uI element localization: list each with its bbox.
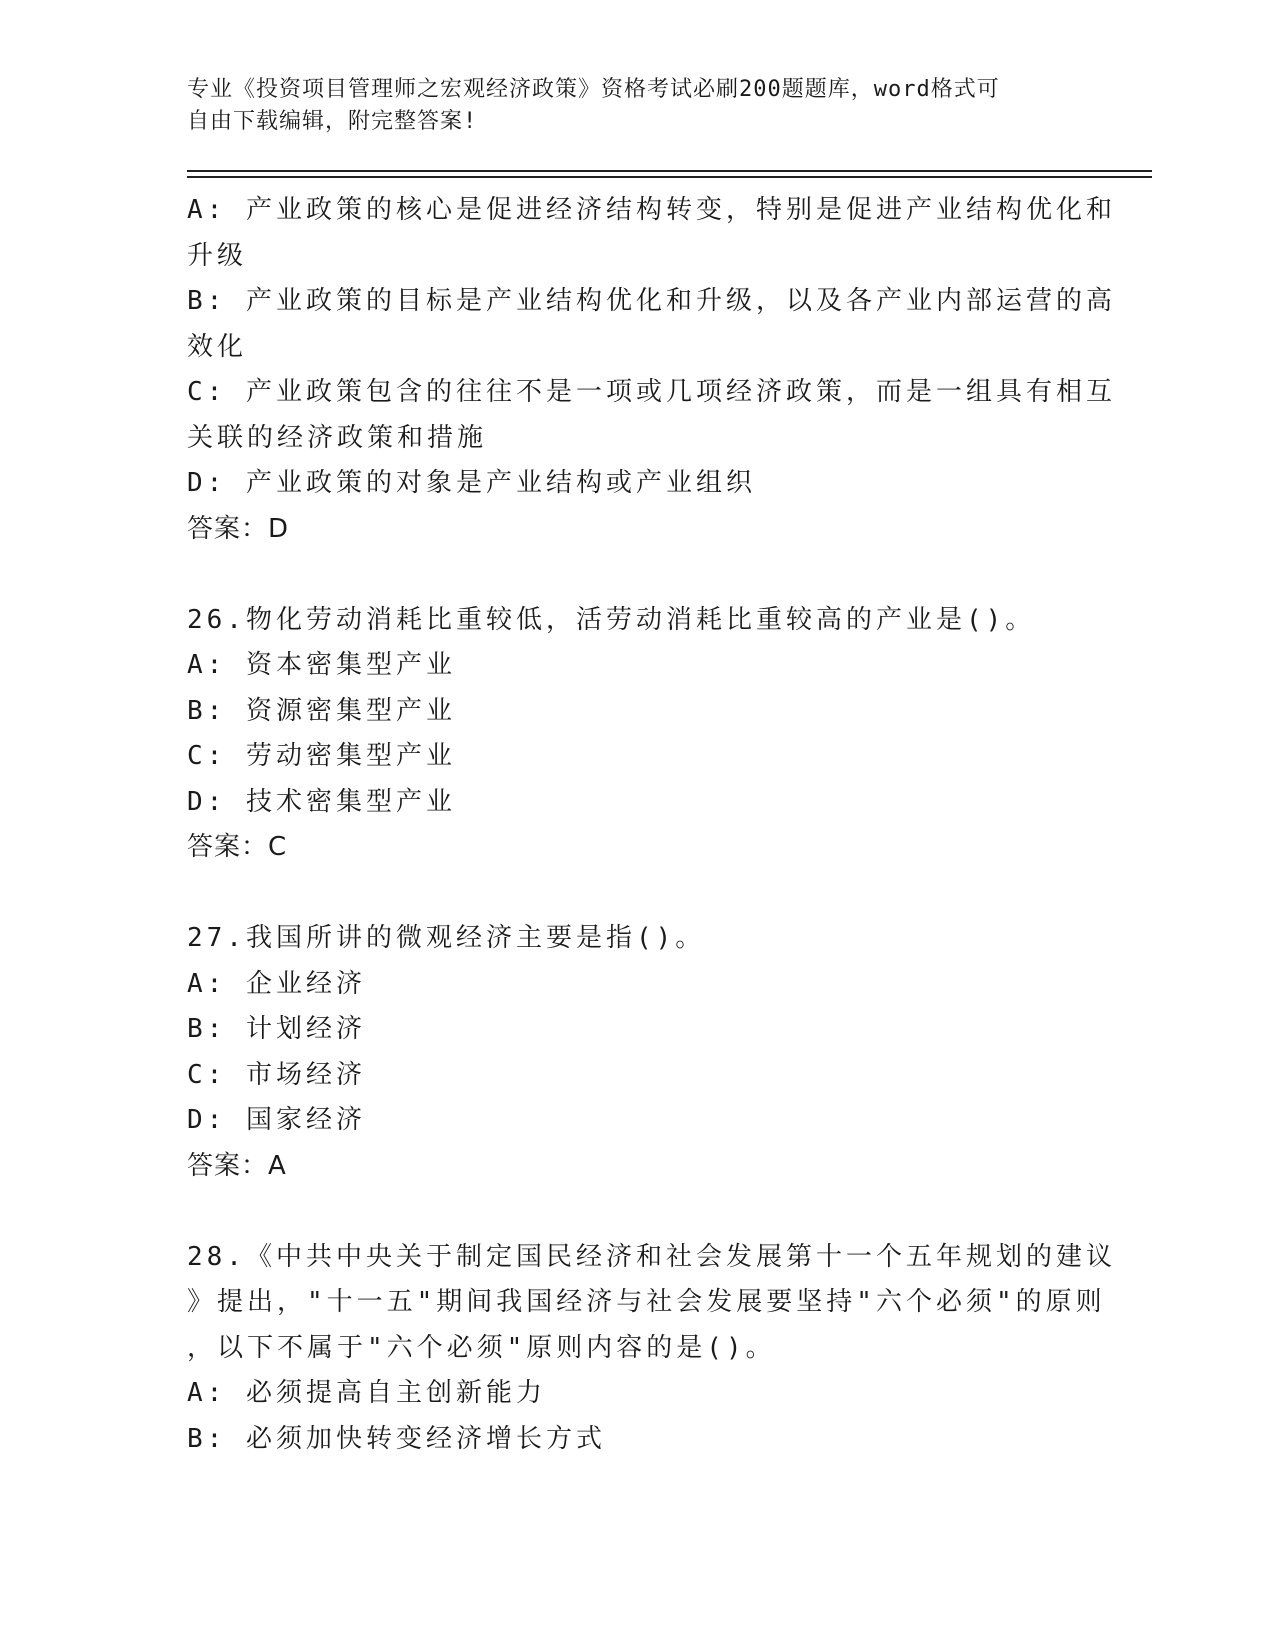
option-b: B: 计划经济: [187, 1014, 366, 1044]
question-28-text-line-1: 28.《中共中央关于制定国民经济和社会发展第十一个五年规划的建议: [187, 1241, 1116, 1272]
spacer: [187, 871, 1087, 917]
option-c: C: 劳动密集型产业: [187, 741, 456, 771]
option-d: D: 产业政策的对象是产业结构或产业组织: [187, 468, 756, 498]
option-a: A: 企业经济: [187, 968, 366, 999]
option-b: B: 必须加快转变经济增长方式: [187, 1423, 606, 1454]
question-27-text: 27.我国所讲的微观经济主要是指()。: [187, 923, 706, 953]
option-b-line-2: 效化: [187, 331, 248, 362]
answer-25: 答案：D: [187, 513, 290, 544]
question-28: [187, 1235, 1116, 1463]
option-c-line-1: C: 产业政策包含的往往不是一项或几项经济政策，而是一组具有相互: [187, 377, 1116, 407]
spacer: [187, 1189, 1087, 1235]
option-c: C: 市场经济: [187, 1059, 366, 1090]
option-b: B: 资源密集型产业: [187, 695, 456, 726]
header-line-1: 专业《投资项目管理师之宏观经济政策》资格考试必刷200题题库，word格式可: [187, 77, 1000, 102]
option-d: D: 国家经济: [187, 1105, 366, 1135]
question-28-text-line-3: ，以下不属于"六个必须"原则内容的是()。: [187, 1332, 776, 1363]
option-b-line-1: B: 产业政策的目标是产业结构优化和升级，以及各产业内部运营的高: [187, 286, 1116, 316]
option-d: D: 技术密集型产业: [187, 786, 456, 817]
question-28-text-line-2: 》提出，"十一五"期间我国经济与社会发展要坚持"六个必须"的原则: [187, 1287, 1106, 1317]
option-a: A: 必须提高自主创新能力: [187, 1378, 546, 1408]
question-25-options: [187, 188, 1116, 552]
spacer: [187, 552, 1087, 598]
answer-27: 答案：A: [187, 1150, 287, 1181]
header-rule-top: [187, 170, 1152, 172]
question-26-text: 26.物化劳动消耗比重较低，活劳动消耗比重较高的产业是()。: [187, 604, 1036, 635]
answer-26: 答案：C: [187, 832, 288, 862]
question-27: [187, 916, 1087, 1189]
option-a-line-2: 升级: [187, 240, 248, 271]
option-c-line-2: 关联的经济政策和措施: [187, 422, 488, 453]
option-a-line-1: A: 产业政策的核心是促进经济结构转变，特别是促进产业结构优化和: [187, 195, 1116, 225]
header-rule-bottom: [187, 176, 1152, 178]
document-header: [187, 74, 1067, 138]
option-a: A: 资本密集型产业: [187, 650, 456, 680]
header-line-2: 自由下载编辑，附完整答案!: [187, 109, 478, 134]
question-26: [187, 598, 1087, 871]
document-body: [187, 188, 1116, 1462]
